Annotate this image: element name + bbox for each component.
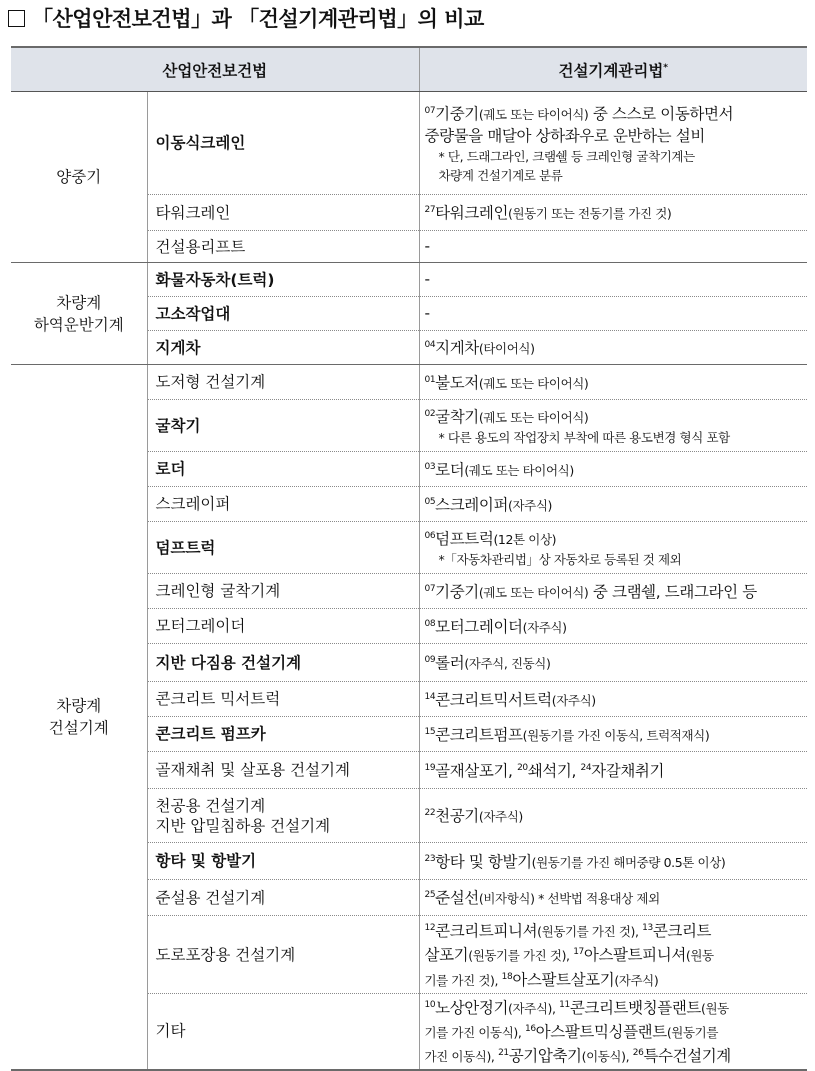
machine-text: 자갈채취기 xyxy=(591,762,665,781)
machine-text: 중 크램쉘, 드래그라인 등 xyxy=(588,583,757,602)
content-line xyxy=(425,995,806,1019)
qualifier-text: (원동기를 xyxy=(666,1025,719,1041)
machinery-law-cell xyxy=(419,609,807,644)
machine-text: 항타 및 항발기 xyxy=(435,853,532,872)
machine-text: 아스팔트살포기 xyxy=(512,970,615,989)
item-name-cell xyxy=(147,682,419,717)
machinery-law-cell xyxy=(419,880,807,916)
item-number-finisher: 12 xyxy=(424,923,436,934)
item-name-cell xyxy=(147,880,419,916)
machinery-law-cell xyxy=(419,752,807,789)
item-number-batch: 11 xyxy=(559,1000,570,1011)
item-number-nosang: 10 xyxy=(424,1000,436,1011)
machine-text: 콘크리트믹서트럭 xyxy=(435,691,552,710)
qualifier-text: (자주식, 진동식) xyxy=(464,656,551,672)
item-name: 고소작업대 xyxy=(155,304,231,323)
machine-text: 준설선 xyxy=(435,889,479,908)
item-number-bul: 01 xyxy=(424,374,436,385)
content-line xyxy=(425,687,806,711)
machine-text: 콘크리트피니셔 xyxy=(435,922,538,941)
qualifier-text: (궤도 또는 타이어식) xyxy=(478,585,589,601)
group-label-line: 하역운반기계 xyxy=(33,315,124,334)
item-name: 골재채취 및 살포용 건설기계 xyxy=(155,761,350,779)
group-label-line: 양중기 xyxy=(56,168,102,186)
group-label-cell xyxy=(11,92,147,263)
item-number-motor: 08 xyxy=(424,618,436,629)
item-name-cell xyxy=(147,263,419,297)
item-number-asp-spread: 18 xyxy=(501,971,513,982)
group-label-line: 건설기계 xyxy=(48,718,109,737)
item-name-cell xyxy=(147,195,419,231)
item-number-gi: 07 xyxy=(424,106,436,117)
table-row xyxy=(11,365,807,400)
item-name-cell xyxy=(147,574,419,609)
machine-text: 골재살포기, xyxy=(435,762,518,781)
header-industrial-safety-act: 산업안전보건법 xyxy=(11,47,419,92)
item-number-gul: 02 xyxy=(424,408,436,419)
table-row xyxy=(11,263,807,297)
qualifier-text: (12톤 이상) xyxy=(493,532,557,548)
item-number-roll: 09 xyxy=(424,655,436,666)
item-number-asp-fin: 17 xyxy=(573,947,584,958)
machinery-law-cell xyxy=(419,400,807,452)
comparison-table xyxy=(11,46,807,1071)
item-name: 굴착기 xyxy=(155,416,201,435)
table-row xyxy=(11,92,807,195)
content-line xyxy=(425,803,806,827)
machine-text: 지게차 xyxy=(435,339,479,358)
content-line xyxy=(425,457,806,481)
content-line xyxy=(425,918,806,942)
machine-text: - xyxy=(424,270,430,288)
qualifier-text: 가진 이동식), xyxy=(424,1049,499,1065)
qualifier-text: (궤도 또는 타이어식) xyxy=(464,463,574,479)
content-line xyxy=(425,526,806,550)
item-name: 지반 압밀침하용 건설기계 xyxy=(155,816,331,835)
item-name: 기타 xyxy=(155,1022,186,1041)
qualifier-text: (원동기를 가진 해머중량 0.5톤 이상) xyxy=(531,855,726,871)
note-line xyxy=(425,147,806,166)
machinery-law-cell xyxy=(419,297,807,331)
machine-text: 쇄석기, xyxy=(527,762,581,781)
content-line xyxy=(425,370,806,394)
content-line xyxy=(425,967,806,991)
machine-text: 스크레이퍼 xyxy=(435,496,509,515)
item-number-tower: 27 xyxy=(424,205,436,216)
qualifier-text: (궤도 또는 타이어식) xyxy=(478,376,589,392)
item-number-junseol: 25 xyxy=(424,890,436,901)
group-label-cell xyxy=(11,263,147,365)
item-name-cell xyxy=(147,452,419,487)
qualifier-text: (원동기를 가진 이동식, 트럭적재식) xyxy=(522,728,710,744)
machine-text: 중량물을 매달아 상하좌우로 운반하는 설비 xyxy=(424,126,705,145)
machinery-law-cell xyxy=(419,789,807,843)
item-name-cell xyxy=(147,916,419,994)
qualifier-text: (원동기를 가진 것), xyxy=(468,948,574,964)
item-name-cell xyxy=(147,994,419,1070)
qualifier-text: 기를 가진 이동식), xyxy=(424,1025,525,1041)
machinery-law-cell xyxy=(419,365,807,400)
machinery-law-cell xyxy=(419,487,807,522)
item-name-cell xyxy=(147,231,419,263)
machine-text: 모터그레이더 xyxy=(435,618,523,637)
machine-text: 덤프트럭 xyxy=(435,530,494,549)
qualifier-text: (원동기 또는 전동기를 가진 것) xyxy=(508,206,672,222)
item-name: 콘크리트 믹서트럭 xyxy=(155,690,281,708)
qualifier-text: (자주식) xyxy=(522,620,567,636)
machinery-law-cell xyxy=(419,574,807,609)
item-name: 타워크레인 xyxy=(155,203,231,222)
machine-text: 콘크리트펌프 xyxy=(435,726,523,745)
machinery-law-cell xyxy=(419,994,807,1070)
group-label-cell xyxy=(11,365,147,1070)
item-number-pump: 15 xyxy=(424,726,436,737)
machinery-law-cell xyxy=(419,717,807,752)
machine-text: 굴착기 xyxy=(435,408,479,427)
item-name: 이동식크레인 xyxy=(155,134,246,152)
item-name: 화물자동차(트럭) xyxy=(155,270,275,289)
machine-text: 콘크리트뱃칭플랜트 xyxy=(569,999,701,1018)
machine-text: *「자동차관리법」상 자동차로 등록된 것 제외 xyxy=(438,552,682,568)
content-line xyxy=(425,303,806,324)
machine-text: 롤러 xyxy=(435,654,465,673)
item-number-jagal: 24 xyxy=(580,762,592,773)
machine-text: - xyxy=(424,304,430,322)
content-line xyxy=(425,758,806,782)
qualifier-text: (원동기를 가진 것), xyxy=(537,924,643,940)
note-line xyxy=(425,428,806,447)
header-col2-mark: * xyxy=(663,62,669,73)
item-name-cell xyxy=(147,400,419,452)
qualifier-text: (비자항식) xyxy=(478,891,535,907)
item-number-hangta: 23 xyxy=(424,853,436,864)
content-line xyxy=(425,942,806,966)
machine-text: 기중기 xyxy=(435,583,479,602)
item-name: 도로포장용 건설기계 xyxy=(155,945,296,964)
content-line xyxy=(425,101,806,125)
machinery-law-cell xyxy=(419,231,807,263)
note-line xyxy=(425,550,806,569)
machine-text: 차량계 건설기계로 분류 xyxy=(438,167,563,183)
machine-text: 타워크레인 xyxy=(435,204,509,223)
header-row xyxy=(11,47,807,92)
header-construction-machinery-act xyxy=(419,47,807,92)
qualifier-text: (자주식), xyxy=(508,1001,560,1017)
item-name: 천공용 건설기계 xyxy=(155,796,266,815)
qualifier-text: (궤도 또는 타이어식) xyxy=(478,410,589,426)
machine-text: 노상안정기 xyxy=(435,999,509,1018)
item-name-cell xyxy=(147,487,419,522)
machine-text: * 단, 드래그라인, 크램쉘 등 크레인형 굴착기계는 xyxy=(438,148,695,164)
qualifier-text: (자주식) xyxy=(478,809,523,825)
content-line xyxy=(425,236,806,257)
machine-text: 천공기 xyxy=(435,807,479,826)
qualifier-text: * 선박법 적용대상 제외 xyxy=(534,891,660,907)
item-name: 덤프트럭 xyxy=(155,538,216,557)
qualifier-text: (자주식) xyxy=(551,693,596,709)
item-number-mixer: 14 xyxy=(424,691,436,702)
machine-text: - xyxy=(424,237,430,255)
item-number-ro: 03 xyxy=(424,461,436,472)
content-line xyxy=(425,126,806,147)
item-name-cell xyxy=(147,752,419,789)
page-title xyxy=(8,3,484,35)
item-name: 로더 xyxy=(155,460,186,478)
machinery-law-cell xyxy=(419,843,807,880)
content-line xyxy=(425,1043,806,1067)
page-title-text: 「산업안전보건법」과 「건설기계관리법」의 비교 xyxy=(32,7,484,31)
item-name: 크레인형 굴착기계 xyxy=(155,582,281,600)
item-number-special: 26 xyxy=(632,1048,644,1059)
qualifier-text: (원동 xyxy=(701,1001,729,1017)
note-line xyxy=(425,166,806,185)
machinery-law-cell xyxy=(419,916,807,994)
machinery-law-cell xyxy=(419,92,807,195)
content-line xyxy=(425,492,806,516)
machinery-law-cell xyxy=(419,195,807,231)
machinery-law-cell xyxy=(419,263,807,297)
item-name: 지반 다짐용 건설기계 xyxy=(155,653,302,672)
item-name: 모터그레이더 xyxy=(155,617,246,635)
item-number-dump: 06 xyxy=(424,530,436,541)
content-line xyxy=(425,200,806,224)
item-name-cell xyxy=(147,522,419,574)
item-name-cell xyxy=(147,92,419,195)
machine-text: 아스팔트피니셔 xyxy=(583,946,686,965)
qualifier-text: (원동 xyxy=(685,948,714,964)
item-name: 준설용 건설기계 xyxy=(155,888,266,907)
machine-text: 아스팔트믹싱플랜트 xyxy=(535,1023,667,1042)
item-number-cheon: 22 xyxy=(424,808,436,819)
machinery-law-cell xyxy=(419,452,807,487)
machine-text: 공기압축기 xyxy=(508,1047,582,1066)
content-line xyxy=(425,885,806,909)
machine-text: * 다른 용도의 작업장치 부착에 따른 용도변경 형식 포함 xyxy=(438,430,730,446)
machine-text: 중 스스로 이동하면서 xyxy=(588,105,734,124)
item-number-spread: 13 xyxy=(642,923,653,934)
content-line xyxy=(425,579,806,603)
qualifier-text: (자주식) xyxy=(614,972,659,988)
item-name-cell xyxy=(147,297,419,331)
item-number-ji: 04 xyxy=(424,340,436,351)
qualifier-text: (자주식) xyxy=(508,498,553,514)
qualifier-text: (이동식), xyxy=(581,1049,633,1065)
item-number-swae: 20 xyxy=(517,762,528,773)
qualifier-text: 기를 가진 것), xyxy=(424,972,502,988)
item-number-gi: 07 xyxy=(424,583,436,594)
item-number-asp-mix: 16 xyxy=(525,1024,536,1035)
machine-text: 살포기 xyxy=(424,946,469,965)
machinery-law-cell xyxy=(419,644,807,682)
item-name: 건설용리프트 xyxy=(155,237,246,256)
item-name-cell xyxy=(147,644,419,682)
group-label-line: 차량계 xyxy=(56,696,102,715)
item-name-cell xyxy=(147,717,419,752)
content-line xyxy=(425,335,806,359)
item-number-scr: 05 xyxy=(424,496,436,507)
machinery-law-cell xyxy=(419,682,807,717)
machinery-law-cell xyxy=(419,522,807,574)
item-name-cell xyxy=(147,789,419,843)
header-col2-text: 건설기계관리법 xyxy=(558,61,664,80)
group-label-line: 차량계 xyxy=(56,293,102,312)
item-number-gol: 19 xyxy=(424,762,436,773)
item-name: 스크레이퍼 xyxy=(155,495,231,513)
qualifier-text: (궤도 또는 타이어식) xyxy=(478,107,589,123)
item-number-air: 21 xyxy=(498,1048,509,1059)
machine-text: 특수건설기계 xyxy=(643,1047,731,1066)
content-line xyxy=(425,404,806,428)
item-name: 항타 및 항발기 xyxy=(155,852,257,870)
content-line xyxy=(425,849,806,873)
item-name: 콘크리트 펌프카 xyxy=(155,725,266,743)
content-line xyxy=(425,269,806,290)
item-name-cell xyxy=(147,331,419,365)
machinery-law-cell xyxy=(419,331,807,365)
machine-text: 로더 xyxy=(435,461,465,480)
machine-text: 불도저 xyxy=(435,374,479,393)
content-line xyxy=(425,1019,806,1043)
content-line xyxy=(425,614,806,638)
checkbox-square-icon xyxy=(8,10,25,27)
qualifier-text: (타이어식) xyxy=(478,341,535,357)
item-name-cell xyxy=(147,609,419,644)
item-name: 지게차 xyxy=(155,338,201,357)
content-line xyxy=(425,722,806,746)
content-line xyxy=(425,650,806,674)
machine-text: 콘크리트 xyxy=(652,922,712,941)
item-name-cell xyxy=(147,843,419,880)
item-name-cell xyxy=(147,365,419,400)
item-name: 도저형 건설기계 xyxy=(155,373,266,391)
table-body xyxy=(11,92,807,1070)
machine-text: 기중기 xyxy=(435,105,479,124)
